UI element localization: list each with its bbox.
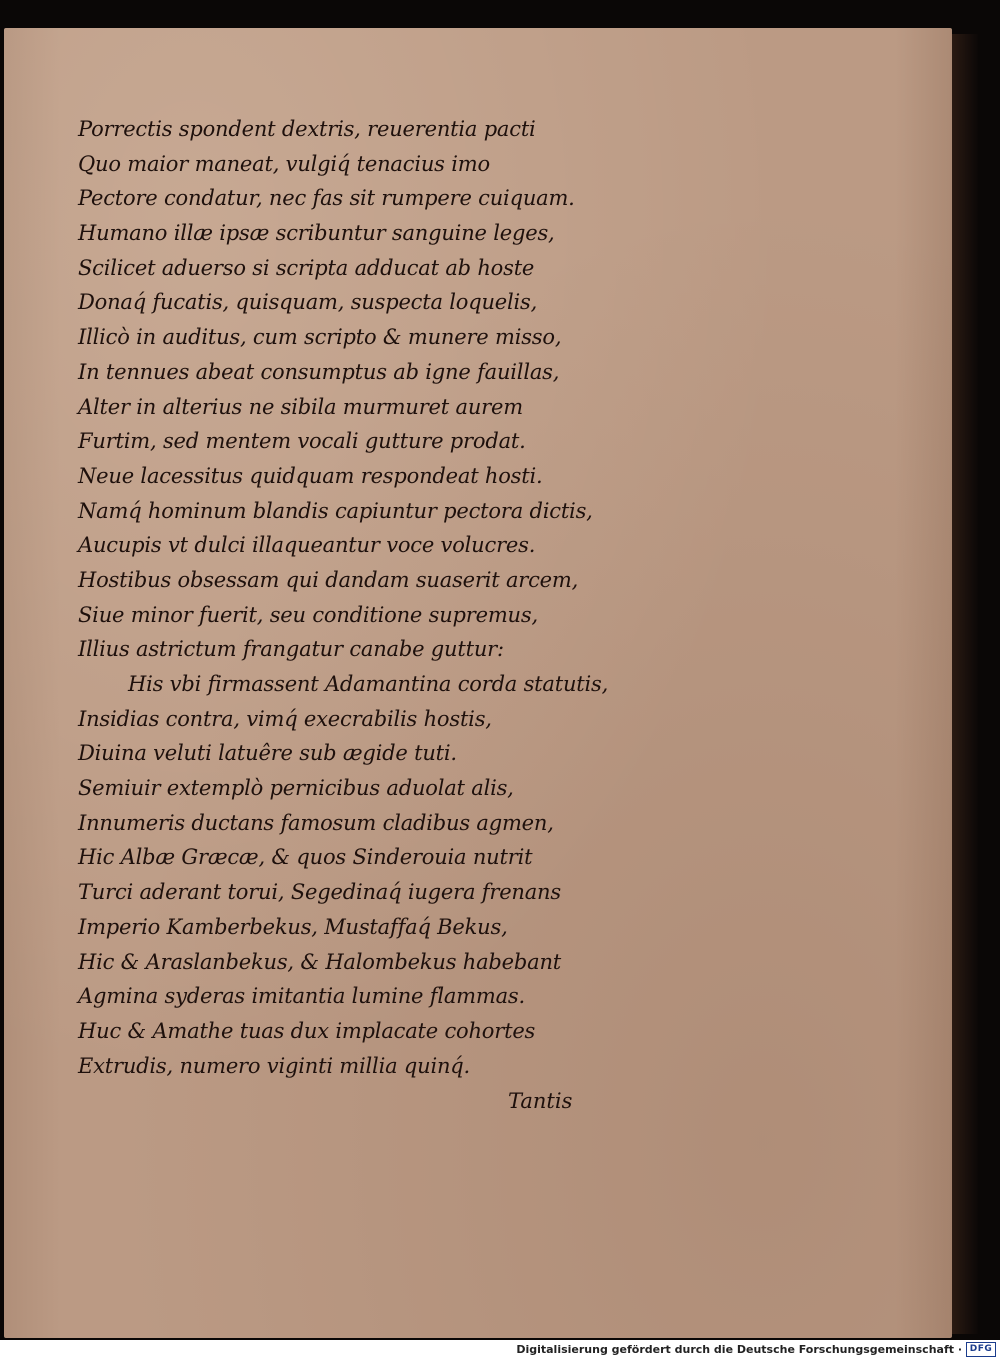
verse-line: Porrectis spondent dextris, reuerentia pacti [78,117,536,141]
verse-line: Semiuir extemplò pernicibus aduolat alis, [78,776,514,801]
verse-line: Extrudis, numero viginti millia quinq́. [78,1053,471,1078]
verse-line: Siue minor fuerit, seu conditione supremus, [78,602,538,627]
verse-line: Illicò in auditus, cum scripto & munere misso, [78,325,562,350]
verse-line: Furtim, sed mentem vocali gutture prodat. [78,429,526,454]
verse-line: Scilicet aduerso si scripta adducat ab hoste [78,255,535,280]
verse-line: Alter in alterius ne sibila murmuret aurem [78,394,523,419]
verse-line: Innumeris ductans famosum cladibus agmen, [78,810,554,835]
verse-line: Hostibus obsessam qui dandam suaserit arcem, [78,567,579,592]
verse-line: In tennues abeat consumptus ab igne fauillas, [78,359,560,384]
verse-line: Agmina syderas imitantia lumine flammas. [78,984,525,1009]
verse-line: Insidias contra, vimq́ execrabilis hostis, [78,706,492,731]
footer-credit: Digitalisierung gefördert durch die Deutsche Forschungsgemeinschaft · [516,1343,962,1356]
verse-line: Huc & Amathe tuas dux implacate cohortes [78,1018,536,1043]
catchword: Tantis [508,1089,573,1113]
verse-line: Quo maior maneat, vulgiq́ tenacius imo [78,151,490,176]
verse-line: Namq́ hominum blandis capiuntur pectora dictis, [78,498,593,523]
verse-line: Pectore condatur, nec fas sit rumpere cuiquam. [78,186,575,211]
verse-line: Hic & Araslanbekus, & Halombekus habebant [78,949,562,974]
verse-line: Aucupis vt dulci illaqueantur voce volucres. [78,533,536,558]
verse-line: Donaq́ fucatis, quisquam, suspecta loquelis, [78,290,538,315]
verse-line: Imperio Kamberbekus, Mustaffaq́ Bekus, [78,914,508,939]
verse-line: Turci aderant torui, Segedinaq́ iugera frenans [78,880,561,905]
verse-line: Neue lacessitus quidquam respondeat hosti. [78,463,543,488]
verse-line-indented: His vbi firmassent Adamantina corda statutis, [128,672,609,696]
page-edge-shadow [952,34,978,1334]
verse-line: Hic Albæ Græcæ, & quos Sinderouia nutrit [78,845,533,870]
verse-block [78,112,678,1083]
verse-line: Illius astrictum frangatur canabe guttur: [78,637,504,662]
verse-line: Diuina veluti latuêre sub ægide tuti. [78,741,457,766]
digitization-footer [0,1340,1000,1360]
verse-line: Humano illæ ipsæ scribuntur sanguine leges, [78,221,555,246]
dfg-logo-icon: DFG [966,1342,996,1357]
